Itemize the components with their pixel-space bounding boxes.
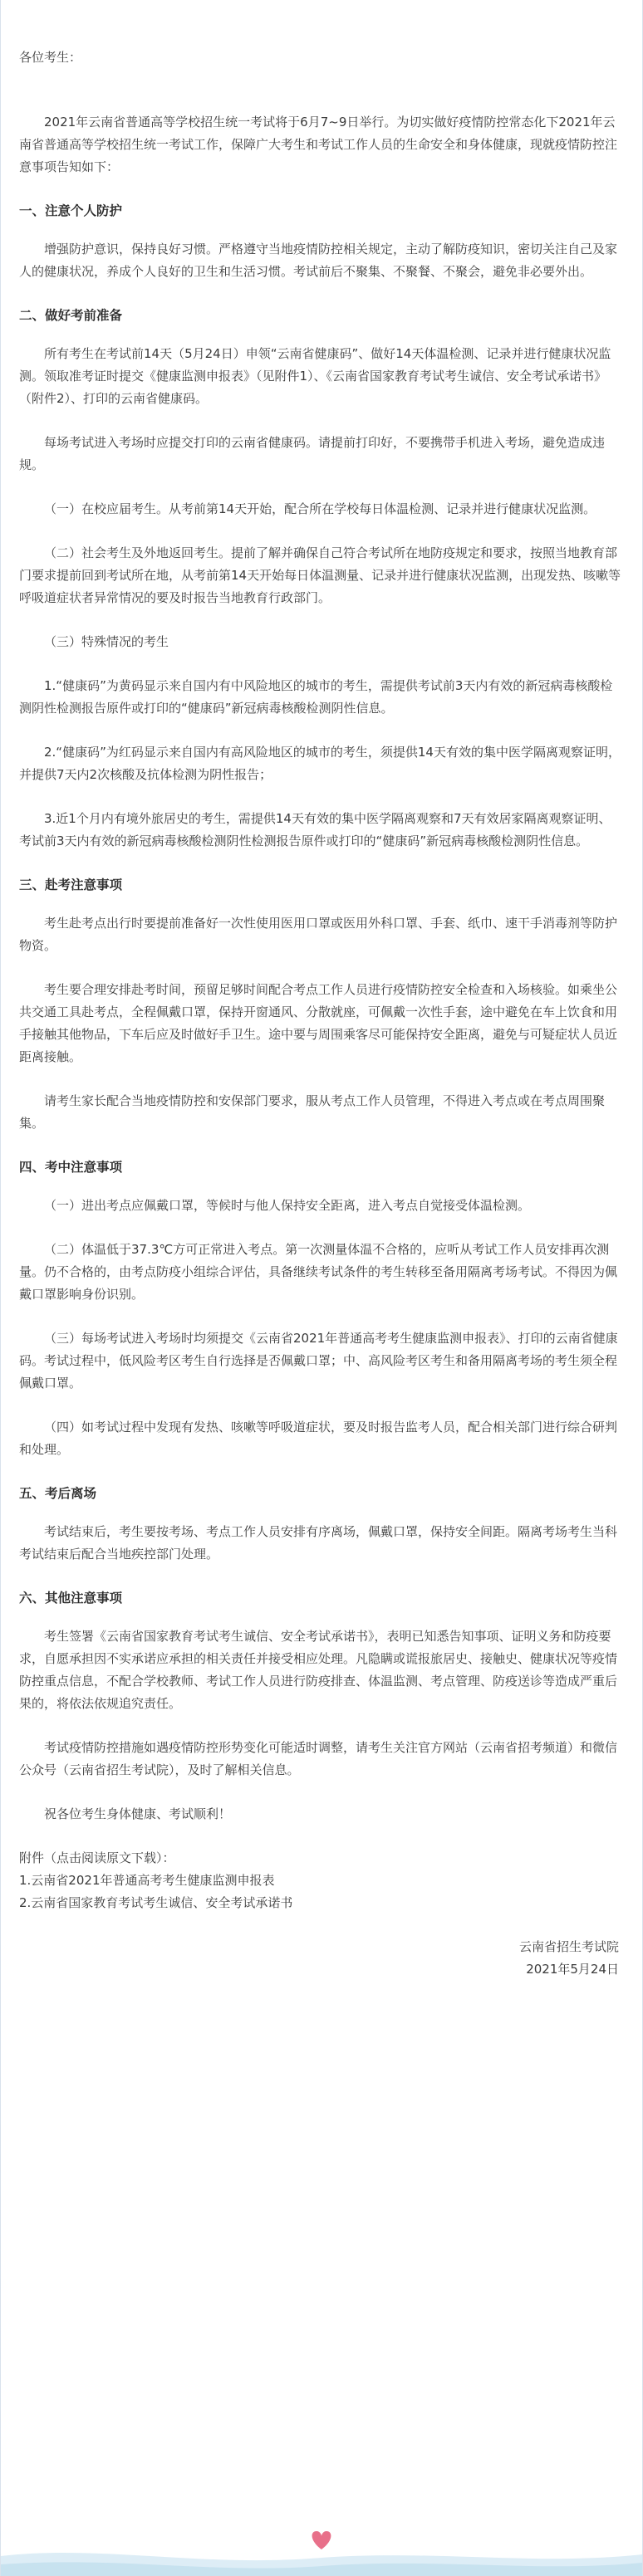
paragraph: 考生赴考点出行时要提前准备好一次性使用医用口罩或医用外科口罩、手套、纸巾、速干手消毒剂等防护物资。 [19,916,618,953]
heart-icon [312,2531,331,2549]
footer-wave [1,2520,642,2576]
paragraph: 考试疫情防控措施如遇疫情防控形势变化可能适时调整，请考生关注官方网站（云南省招考频道）和微信公众号（云南省招生考试院），及时了解相关信息。 [19,1740,618,1777]
paragraph: 每场考试进入考场时应提交打印的云南省健康码。请提前打印好，不要携带手机进入考场，避免造成违规。 [19,435,606,472]
paragraph: （四）如考试过程中发现有发热、咳嗽等呼吸道症状，要及时报告监考人员，配合相关部门进行综合研判和处理。 [19,1420,618,1457]
section-title-leaving: 五、考后离场 [19,1486,97,1501]
signature-date: 2021年5月24日 [526,1962,619,1977]
document-body [1,0,642,1981]
paragraph: 考生签署《云南省国家教育考试考生诚信、安全考试承诺书》，表明已知悉告知事项、证明义务和防疫要求，自愿承担因不实承诺应承担的相关责任并接受相应处理。凡隐瞒或谎报旅居史、接触史、健康状况等疫情防控重点信息，不配合学校教师、考试工作人员进行防疫排查、体温监测、考点管理、防疫送诊等造成严重后果的，将依法依规追究责任。 [19,1629,618,1711]
paragraph: （二）体温低于37.3℃方可正常进入考点。第一次测量体温不合格的，应听从考试工作人员安排再次测量。仍不合格的，由考点防疫小组综合评估，具备继续考试条件的考生转移至备用隔离考场考试。不得因为佩戴口罩影响身份识别。 [19,1242,618,1302]
attachment-link[interactable]: 1.云南省2021年普通高考考生健康监测申报表 [19,1873,275,1888]
paragraph: 1.“健康码”为黄码显示来自国内有中风险地区的城市的考生，需提供考试前3天内有效的新冠病毒核酸检测阴性检测报告原件或打印的“健康码”新冠病毒核酸检测阴性信息。 [19,678,613,716]
attachment-link[interactable]: 2.云南省国家教育考试考生诚信、安全考试承诺书 [19,1895,293,1910]
section-title-personal-protection: 一、注意个人防护 [19,203,123,218]
paragraph: 所有考生在考试前14天（5月24日）申领“云南省健康码”、做好14天体温检测、记录并进行健康状况监测。领取准考证时提交《健康监测申报表》（见附件1）、《云南省国家教育考试考生诚信、安全考试承诺书》（附件2）、打印的云南省健康码。 [19,346,611,406]
section-title-travel: 三、赴考注意事项 [19,877,123,892]
attachments-heading: 附件（点击阅读原文下载）： [19,1850,175,1865]
paragraph: 考生要合理安排赴考时间，预留足够时间配合考点工作人员进行疫情防控安全检查和入场核验。如乘坐公共交通工具赴考点，全程佩戴口罩，保持开窗通风、分散就座，可佩戴一次性手套，途中避免在车上饮食和用手接触其他物品，下车后应及时做好手卫生。途中要与周围乘客尽可能保持安全距离，避免与可疑症状人员近距离接触。 [19,982,618,1064]
paragraph: （三）每场考试进入考场时均须提交《云南省2021年普通高考考生健康监测申报表》、打印的云南省健康码。考试过程中，低风险考区考生自行选择是否佩戴口罩；中、高风险考区考生和备用隔离考场的考生须全程佩戴口罩。 [19,1331,618,1391]
footer-decoration [1,2520,642,2576]
section-title-other: 六、其他注意事项 [19,1591,123,1606]
paragraph: （二）社会考生及外地返回考生。提前了解并确保自己符合考试所在地防疫规定和要求，按照当地教育部门要求提前回到考试所在地，从考前第14天开始每日体温测量、记录并进行健康状况监测，出现发热、咳嗽等呼吸道症状者异常情况的要及时报告当地教育行政部门。 [19,545,621,605]
paragraph: 请考生家长配合当地疫情防控和安保部门要求，服从考点工作人员管理，不得进入考点或在考点周围聚集。 [19,1093,606,1131]
paragraph: 增强防护意识，保持良好习惯。严格遵守当地疫情防控相关规定，主动了解防疫知识，密切关注自己及家人的健康状况，养成个人良好的卫生和生活习惯。考试前后不聚集、不聚餐、不聚会，避免非必要外出。 [19,242,618,279]
paragraph: （一）在校应届考生。从考前第14天开始，配合所在学校每日体温检测、记录并进行健康状况监测。 [44,501,596,516]
paragraph: 考试结束后，考生要按考场、考点工作人员安排有序离场，佩戴口罩，保持安全间距。隔离考场考生当科考试结束后配合当地疾控部门处理。 [19,1524,618,1562]
section-title-preparation: 二、做好考前准备 [19,308,123,323]
greeting: 各位考生： [19,50,82,65]
intro-paragraph: 2021年云南省普通高等学校招生统一考试将于6月7~9日举行。为切实做好疫情防控常态化下2021年云南省普通高等学校招生统一考试工作，保障广大考生和考试工作人员的生命安全和身体健康，现就疫情防控注意事项告知如下： [19,115,618,174]
signature-org: 云南省招生考试院 [518,1939,619,1954]
paragraph: （一）进出考点应佩戴口罩，等候时与他人保持安全距离，进入考点自觉接受体温检测。 [44,1198,531,1213]
section-title-during-exam: 四、考中注意事项 [19,1160,123,1175]
paragraph: 2.“健康码”为红码显示来自国内有高风险地区的城市的考生，须提供14天有效的集中医学隔离观察证明，并提供7天内2次核酸及抗体检测为阴性报告； [19,745,621,782]
subsection-title: （三）特殊情况的考生 [44,634,169,649]
paragraph: 3.近1个月内有境外旅居史的考生，需提供14天有效的集中医学隔离观察和7天有效居家隔离观察证明、考试前3天内有效的新冠病毒核酸检测阴性检测报告原件或打印的“健康码”新冠病毒核酸检测阴性信息。 [19,811,611,848]
closing-wish: 祝各位考生身体健康、考试顺利！ [44,1806,232,1821]
